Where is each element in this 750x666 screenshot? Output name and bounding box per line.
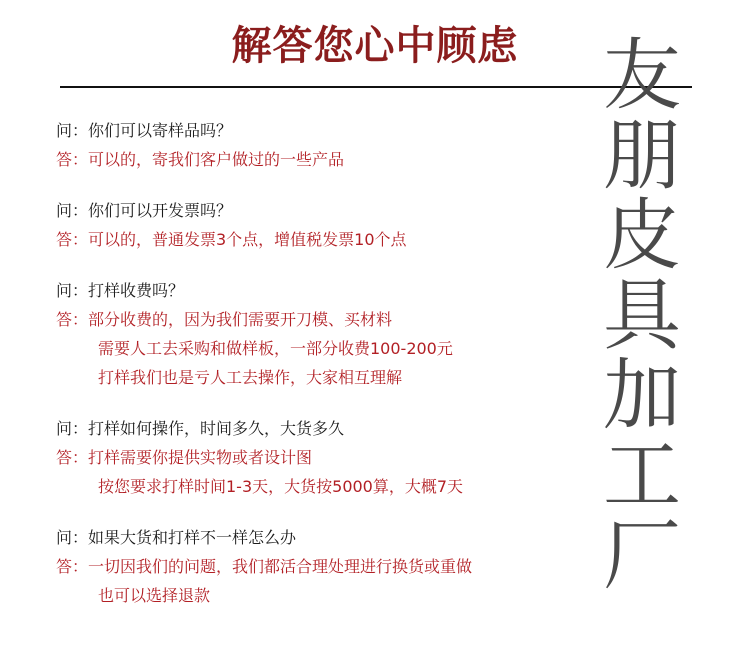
faq-answer-continued: 按您要求打样时间1-3天，大货按5000算，大概7天: [98, 477, 464, 496]
brand-vertical-text: [592, 31, 692, 601]
brand-char: 友: [602, 31, 681, 121]
faq-item: [56, 196, 596, 254]
faq-question: 问：打样如何操作，时间多久，大货多久: [56, 419, 345, 438]
faq-item: [56, 414, 596, 501]
faq-item: [56, 523, 596, 610]
faq-item: [56, 116, 596, 174]
faq-answer: 答：打样需要你提供实物或者设计图: [56, 448, 313, 467]
faq-question: 问：你们可以开发票吗？: [56, 201, 233, 220]
faq-answer-continued: 需要人工去采购和做样板，一部分收费100-200元: [98, 339, 453, 358]
faq-answer-continued: 也可以选择退款: [98, 586, 211, 605]
faq-answer: 答：可以的，普通发票3个点，增值税发票10个点: [56, 230, 407, 249]
faq-answer: 答：部分收费的，因为我们需要开刀模、买材料: [56, 310, 393, 329]
brand-char: 加: [602, 351, 681, 441]
faq-list: [56, 116, 596, 632]
brand-char: 朋: [602, 111, 681, 201]
faq-question: 问：你们可以寄样品吗？: [56, 121, 233, 140]
faq-answer: 答：可以的，寄我们客户做过的一些产品: [56, 150, 345, 169]
brand-char: 皮: [602, 191, 681, 281]
brand-char: 厂: [602, 511, 681, 601]
faq-answer-continued: 打样我们也是亏人工去操作，大家相互理解: [98, 368, 403, 387]
brand-char: 具: [602, 271, 681, 361]
faq-item: [56, 276, 596, 392]
faq-answer: 答：一切因我们的问题，我们都活合理处理进行换货或重做: [56, 557, 473, 576]
brand-char: 工: [602, 431, 681, 521]
faq-question: 问：打样收费吗？: [56, 281, 185, 300]
faq-question: 问：如果大货和打样不一样怎么办: [56, 528, 297, 547]
page-title: 解答您心中顾虑: [231, 23, 519, 69]
